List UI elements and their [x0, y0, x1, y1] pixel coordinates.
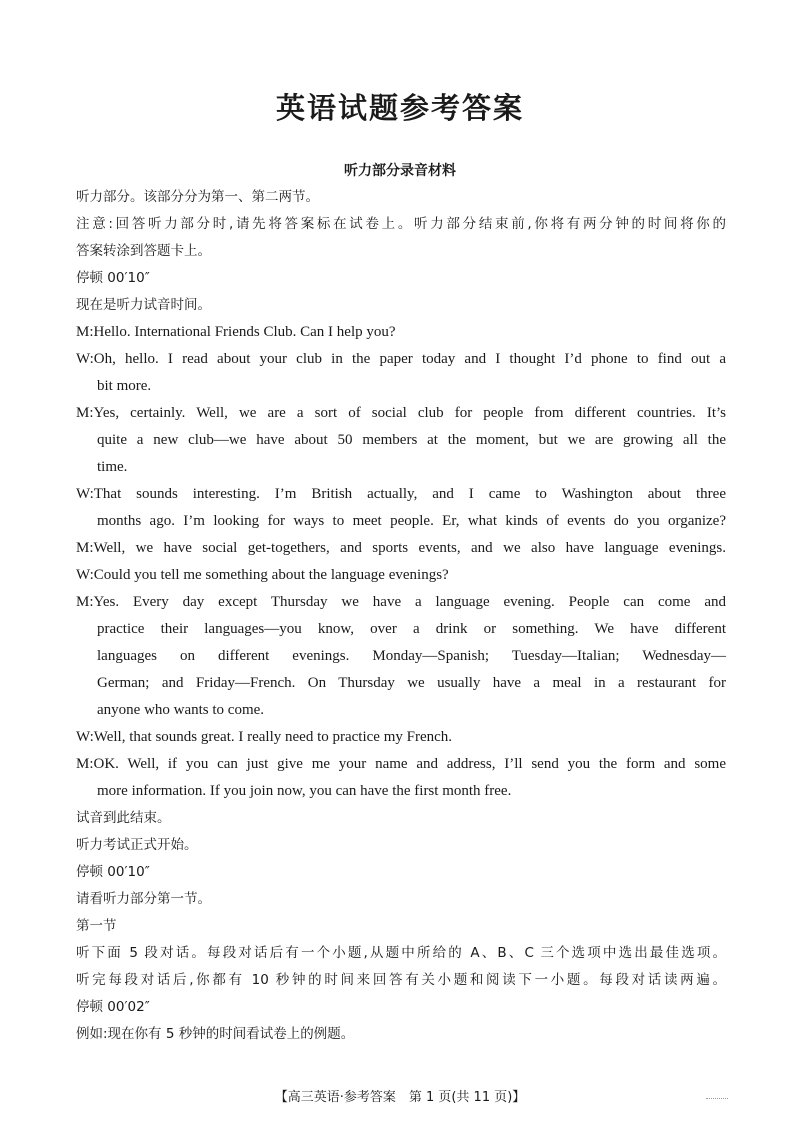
- page-footer: 【高三英语·参考答案 第 1 页(共 11 页)】: [274, 1090, 526, 1105]
- section-subtitle: 听力部分录音材料: [344, 163, 456, 179]
- text-line: 听力部分。该部分分为第一、第二两节。: [76, 189, 319, 205]
- dialogue-line: M:Hello. International Friends Club. Can I help you?: [76, 324, 396, 340]
- dialogue-line: practice their languages—you know, over a drink or something. We have different: [97, 621, 726, 637]
- dialogue-line: bit more.: [97, 378, 152, 394]
- text-line: 例如:现在你有 5 秒钟的时间看试卷上的例题。: [76, 1026, 355, 1042]
- dialogue-line: M:Yes. Every day except Thursday we have a language evening. People can come and: [76, 594, 726, 610]
- dialogue-line: W:Could you tell me something about the language evenings?: [76, 567, 449, 583]
- text-line: 听下面 5 段对话。每段对话后有一个小题,从题中所给的 A、B、C 三个选项中选出最佳选项。: [76, 945, 726, 961]
- text-line: 现在是听力试音时间。: [76, 297, 211, 313]
- dialogue-line: W:Well, that sounds great. I really need to practice my French.: [76, 729, 453, 745]
- dialogue-line: German; and Friday—French. On Thursday we usually have a meal in a restaurant for: [97, 675, 726, 691]
- footer-dotted-rule: [706, 1098, 728, 1099]
- dialogue-line: M:OK. Well, if you can just give me your name and address, I’ll send you the form and some: [76, 756, 726, 772]
- dialogue-line: months ago. I’m looking for ways to meet people. Er, what kinds of events do you organize?: [97, 513, 726, 529]
- dialogue-line: W:That sounds interesting. I’m British actually, and I came to Washington about three: [76, 486, 726, 502]
- text-line: 试音到此结束。: [76, 810, 171, 826]
- dialogue-line: M:Well, we have social get-togethers, and sports events, and we also have language evenings.: [76, 540, 726, 556]
- text-line: 听完每段对话后,你都有 10 秒钟的时间来回答有关小题和阅读下一小题。每段对话读两遍。: [76, 972, 726, 988]
- text-line: 请看听力部分第一节。: [76, 891, 211, 907]
- page-title: 英语试题参考答案: [275, 91, 524, 125]
- text-line: 第一节: [76, 918, 117, 934]
- text-line: 注意:回答听力部分时,请先将答案标在试卷上。听力部分结束前,你将有两分钟的时间将你的: [76, 216, 726, 232]
- dialogue-line: more information. If you join now, you can have the first month free.: [97, 783, 512, 799]
- dialogue-line: time.: [97, 459, 128, 475]
- text-line: 答案转涂到答题卡上。: [76, 243, 211, 259]
- text-line: 停顿 00′02″: [76, 999, 150, 1015]
- text-line: 听力考试正式开始。: [76, 837, 198, 853]
- text-line: 停顿 00′10″: [76, 864, 150, 880]
- dialogue-line: W:Oh, hello. I read about your club in the paper today and I thought I’d phone to find out a: [76, 351, 726, 367]
- dialogue-line: languages on different evenings. Monday—Spanish; Tuesday—Italian; Wednesday—: [97, 648, 726, 664]
- text-line: 停顿 00′10″: [76, 270, 150, 286]
- dialogue-line: M:Yes, certainly. Well, we are a sort of social club for people from different countries. It’s: [76, 405, 726, 421]
- dialogue-line: quite a new club—we have about 50 members at the moment, but we are growing all the: [97, 432, 726, 448]
- dialogue-line: anyone who wants to come.: [97, 702, 265, 718]
